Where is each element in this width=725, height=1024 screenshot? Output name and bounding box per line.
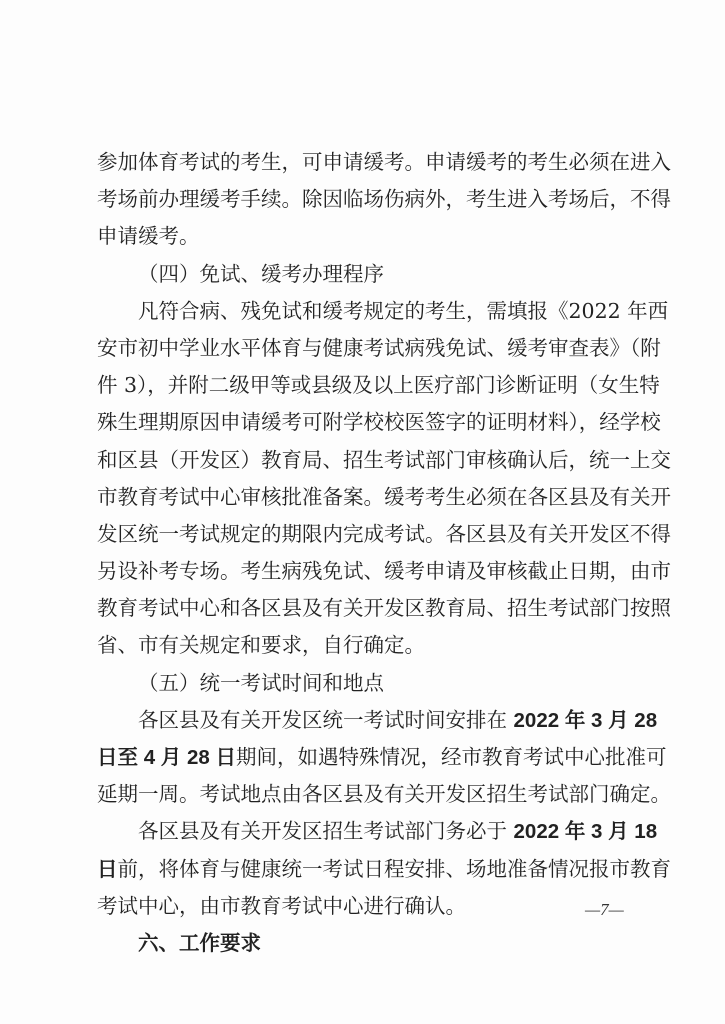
text-line: 殊生理期原因申请缓考可附学校校医签字的证明材料），经学校 — [97, 410, 661, 435]
subheading-exemption-procedure: （四）免试、缓考办理程序 — [138, 261, 384, 286]
report-deadline-text: 各区县及有关开发区招生考试部门务必于 — [138, 819, 514, 844]
text-line: 市教育考试中心审核批准备案。缓考考生必须在各区县及有关开 — [97, 484, 671, 509]
exam-end-date: 日至 4 月 28 日 — [97, 746, 236, 769]
text-line: 另设补考专场。考生病残免试、缓考申请及审核截止日期，由市 — [97, 559, 671, 584]
text-line — [97, 813, 658, 850]
document-page — [97, 144, 671, 962]
text-line: 省、市有关规定和要求，自行确定。 — [97, 633, 425, 658]
text-line: 延期一周。考试地点由各区县及有关开发区招生考试部门确定。 — [97, 782, 671, 807]
text-line — [97, 702, 658, 739]
text-line: 考试中心，由市教育考试中心进行确认。 — [97, 893, 466, 918]
subheading-exam-time-location: （五）统一考试时间和地点 — [138, 670, 384, 695]
text-line: 考场前办理缓考手续。除因临场伤病外，考生进入考场后，不得 — [97, 187, 671, 212]
text-line: 申请缓考。 — [97, 224, 200, 249]
section-heading-work-requirements: 六、工作要求 — [138, 930, 261, 955]
report-deadline-date: 2022 年 3 月 18 — [513, 820, 658, 844]
report-deadline-text: 前，将体育与健康统一考试日程安排、场地准备情况报市教育 — [117, 856, 671, 881]
page-number: —7— — [585, 900, 624, 919]
text-line: 凡符合病、残免试和缓考规定的考生，需填报《2022 年西 — [138, 298, 669, 323]
report-deadline-day: 日 — [97, 857, 118, 881]
text-line: 发区统一考试规定的期限内完成考试。各区县及有关开发区不得 — [97, 521, 671, 546]
text-line: 件 3），并附二级甲等或县级及以上医疗部门诊断证明（女生特 — [97, 373, 660, 398]
text-line — [97, 739, 667, 776]
text-line: 安市初中学业水平体育与健康考试病残免试、缓考审查表》（附 — [97, 335, 661, 360]
exam-start-date: 2022 年 3 月 28 — [513, 708, 658, 732]
text-line: 教育考试中心和各区县及有关开发区教育局、招生考试部门按照 — [97, 596, 671, 621]
text-line: 参加体育考试的考生，可申请缓考。申请缓考的考生必须在进入 — [97, 150, 671, 174]
text-line: 和区县（开发区）教育局、招生考试部门审核确认后，统一上交 — [97, 447, 671, 472]
text-line — [97, 851, 671, 888]
exam-schedule-text: 各区县及有关开发区统一考试时间安排在 — [138, 707, 514, 732]
exam-schedule-text: 期间，如遇特殊情况，经市教育考试中心批准可 — [236, 745, 667, 769]
